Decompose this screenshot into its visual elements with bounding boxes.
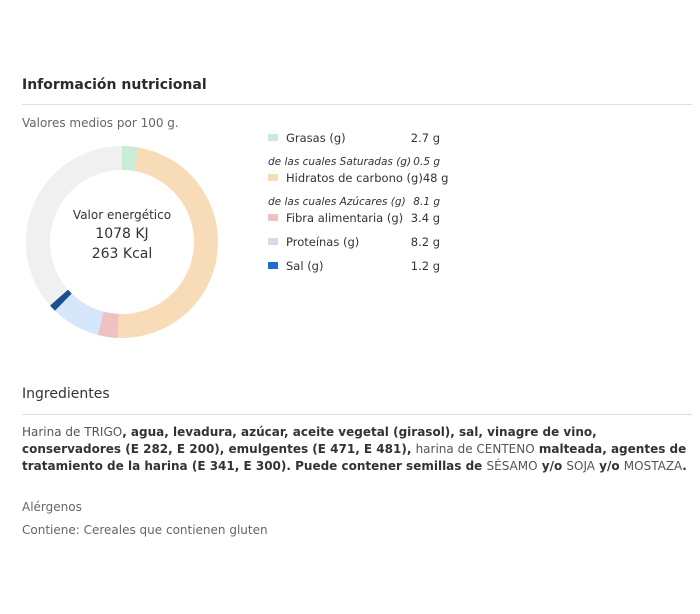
nutrient-label: Hidratos de carbono (g) — [286, 170, 423, 185]
donut-slice-grasas — [122, 158, 136, 159]
nutrient-value: 8.1 g — [413, 195, 440, 208]
ingredients-divider — [22, 414, 692, 415]
ingredient-segment: y/o — [537, 459, 567, 473]
nutrient-label: Grasas (g) — [286, 130, 346, 145]
nutrient-label: de las cuales Saturadas (g) — [268, 155, 412, 168]
ingredient-segment: , agua, levadura, azúcar, aceite vegetal (girasol), sal, vinagre de vino, conservadores (E 282, E 200), emulgentes (E 471, E 481), — [22, 425, 597, 456]
energy-kj: 1078 KJ — [95, 226, 149, 242]
fibra-swatch — [268, 214, 278, 221]
nutrient-label: Proteínas (g) — [286, 234, 360, 249]
energy-kcal: 263 Kcal — [91, 246, 153, 262]
ingredients-text — [22, 424, 692, 475]
nutrient-label: Fibra alimentaria (g) — [286, 210, 404, 225]
hidratos-swatch — [268, 174, 278, 181]
allergens-text: Contiene: Cereales que contienen gluten — [22, 523, 268, 537]
allergens-title: Alérgenos — [22, 500, 82, 514]
nutrient-value: 8.2 g — [410, 234, 440, 249]
nutrient-label: de las cuales Azúcares (g) — [268, 195, 406, 208]
donut-slice-proteínas — [63, 302, 100, 323]
ingredient-segment: Harina de TRIGO — [22, 425, 123, 439]
proteinas-swatch — [268, 238, 278, 245]
nutrient-row-hidratos — [268, 168, 449, 187]
sal-swatch — [268, 262, 278, 269]
ingredient-segment: . — [682, 459, 687, 473]
nutrient-row-grasas — [268, 128, 440, 147]
ingredient-segment: malteada, agentes de tratamiento de la harina (E 341, E 300). Puede contener semillas de — [22, 442, 687, 473]
nutrient-value: 0.5 g — [413, 155, 440, 168]
nutrient-label: Sal (g) — [286, 258, 324, 273]
ingredient-segment: harina de CENTENO — [415, 442, 535, 456]
grasas-swatch — [268, 134, 278, 141]
ingredient-segment: y/o — [594, 459, 624, 473]
nutrient-row-fibra — [268, 208, 440, 227]
energy-label: Valor energético — [72, 208, 172, 222]
nutrition-table — [268, 128, 449, 275]
ingredient-segment: SOJA — [566, 459, 595, 473]
donut-slice-sal — [59, 298, 63, 303]
ingredients-title: Ingredientes — [22, 386, 110, 402]
nutrient-row-sal — [268, 256, 440, 275]
nutrient-value: 1.2 g — [410, 258, 440, 273]
title-divider — [22, 104, 692, 105]
ingredient-segment: MOSTAZA — [623, 459, 683, 473]
ingredient-segment: SÉSAMO — [486, 459, 538, 473]
nutrition-title: Información nutricional — [22, 77, 207, 93]
energy-summary — [52, 208, 192, 262]
nutrient-row-proteinas — [268, 232, 440, 251]
nutrition-subtitle: Valores medios por 100 g. — [22, 116, 179, 130]
donut-slice-fibra-alimentaria — [101, 323, 119, 326]
nutrient-value: 3.4 g — [410, 210, 440, 225]
nutrient-value: 48 g — [422, 170, 449, 185]
nutrient-value: 2.7 g — [410, 130, 440, 145]
